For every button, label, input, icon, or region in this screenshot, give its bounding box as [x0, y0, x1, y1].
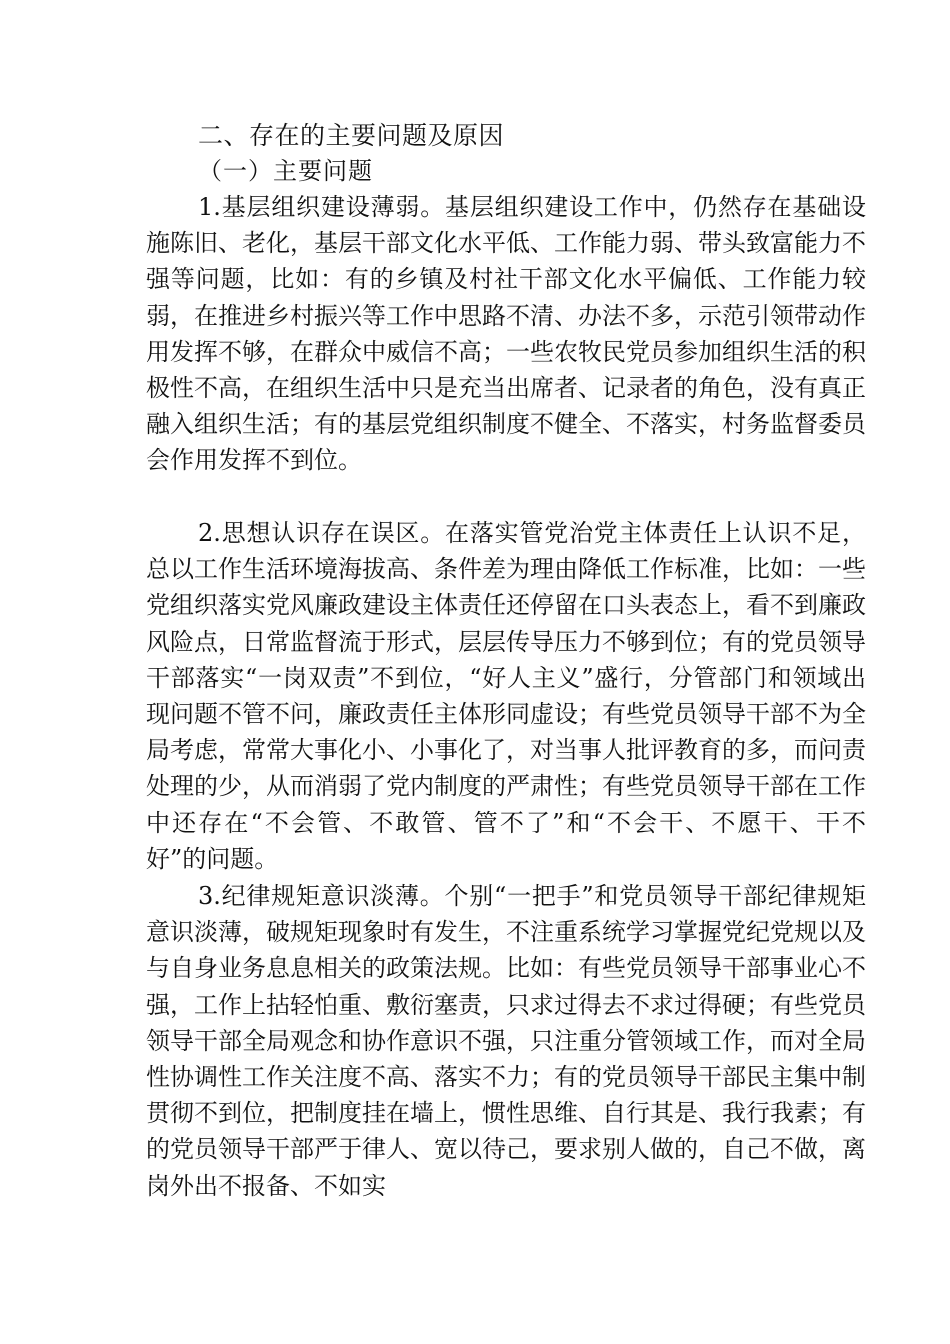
paragraph-3: 3.纪律规矩意识淡薄。个别“一把手”和党员领导干部纪律规矩意识淡薄，破规矩现象时有发生，不注重系统学习掌握党纪党规以及与自身业务息息相关的政策法规。比如：有些党员领导干部事业心不强，工作上拈轻怕重、敷衍塞责，只求过得去不求过得硬；有些党员领导干部全局观念和协作意识不强，只注重分管领域工作，而对全局性协调性工作关注度不高、落实不力；有的党员领导干部民主集中制贯彻不到位，把制度挂在墙上，惯性思维、自行其是、我行我素；有的党员领导干部严于律人、宽以待己，要求别人做的，自己不做，离岗外出不报备、不如实 [146, 882, 866, 1200]
paragraph-2: 2.思想认识存在误区。在落实管党治党主体责任上认识不足，总以工作生活环境海拔高、条件差为理由降低工作标准，比如：一些党组织落实党风廉政建设主体责任还停留在口头表态上，看不到廉政风险点，日常监督流于形式，层层传导压力不够到位；有的党员领导干部落实“一岗双责”不到位，“好人主义”盛行，分管部门和领域出现问题不管不问，廉政责任主体形同虚设；有些党员领导干部不为全局考虑，常常大事化小、小事化了，对当事人批评教育的多，而问责处理的少，从而消弱了党内制度的严肃性；有些党员领导干部在工作中还存在“不会管、不敢管、管不了”和“不会干、不愿干、干不好”的问题。 [146, 519, 866, 873]
sub-heading: （一）主要问题 [198, 157, 373, 185]
paragraph-1: 1.基层组织建设薄弱。基层组织建设工作中，仍然存在基础设施陈旧、老化，基层干部文化水平低、工作能力弱、带头致富能力不强等问题，比如：有的乡镇及村社干部文化水平偏低、工作能力较弱，在推进乡村振兴等工作中思路不清、办法不多，示范引领带动作用发挥不够，在群众中威信不高；一些农牧民党员参加组织生活的积极性不高，在组织生活中只是充当出席者、记录者的角色，没有真正融入组织生活；有的基层党组织制度不健全、不落实，村务监督委员会作用发挥不到位。 [146, 193, 866, 475]
section-heading: 二、存在的主要问题及原因 [198, 121, 505, 150]
